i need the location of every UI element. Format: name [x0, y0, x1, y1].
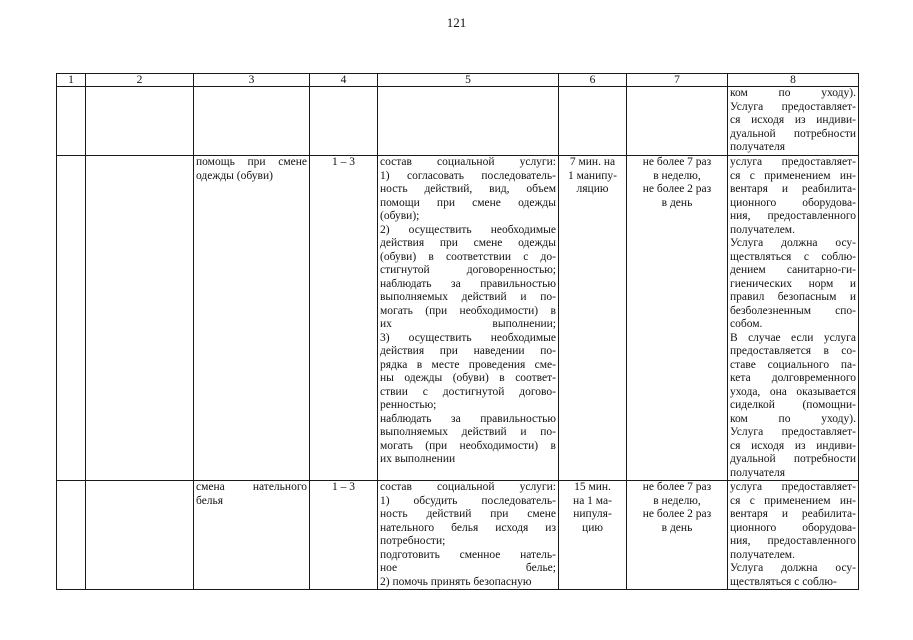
cell-text-line: ния, предоставленного — [730, 210, 856, 222]
cell-text-line: рядка в месте проведения сме- — [380, 358, 556, 371]
cell-text-line: получателем. — [730, 223, 795, 236]
cell-text-line: 1 – 3 — [332, 481, 355, 493]
cell-text-line: на 1 ма- — [573, 494, 612, 507]
cell-text-line: не более 2 раз — [642, 508, 712, 520]
periodicity-cell — [627, 156, 728, 481]
cell-text-line: 1 – 3 — [332, 156, 355, 168]
service-content-cell — [378, 87, 559, 156]
cell-text-line: получателя — [730, 141, 785, 153]
cell-text-line: ся исходя из индиви- — [730, 439, 856, 452]
cell-text-line: ния, предоставленного — [730, 535, 856, 547]
cell-text-line: действия при наведении по- — [380, 345, 556, 357]
cell-text-line: дуальной потребности — [730, 127, 856, 140]
service-content-cell — [378, 156, 559, 481]
conditions-cell — [728, 87, 859, 156]
duration-cell — [559, 156, 627, 481]
cell-text-line: ное белье; — [380, 562, 556, 574]
cell-text-line: дением санитарно-ги- — [730, 264, 856, 276]
cell-text-line: в день — [661, 521, 693, 534]
cell-text-line: (обуви); — [380, 210, 420, 222]
cell-text-line: не более 7 раз — [642, 156, 712, 168]
table-cell — [86, 481, 194, 590]
cell-text-line: одежды (обуви) — [196, 169, 273, 182]
cell-text-line: их выполнении; — [380, 318, 556, 330]
cell-text-line: ком по уходу). — [730, 87, 856, 99]
table-cell — [57, 156, 86, 481]
cell-text-line: ся с применением ин- — [730, 169, 856, 182]
services-table — [56, 73, 859, 590]
table-cell — [86, 87, 194, 156]
cell-text-line: ществляться с соблю- — [730, 250, 856, 263]
cell-text-line: получателем. — [730, 548, 795, 561]
cell-text-line: выполняемых действий и по- — [380, 426, 556, 438]
cell-text-line: Услуга должна осу- — [730, 237, 856, 249]
cell-text-line: ствии с достигнутой догово- — [380, 385, 556, 398]
cell-text-line: 7 мин. на — [569, 156, 616, 168]
cell-text-line: наблюдать за правильностью — [380, 277, 556, 290]
header-cell: 8 — [728, 74, 859, 87]
service-name-cell — [194, 481, 310, 590]
cell-text-line: гиенических норм и — [730, 277, 856, 290]
cell-text-line: нипуля- — [573, 508, 612, 520]
cell-text-line: 1) обсудить последователь- — [380, 494, 556, 507]
cell-text-line: ставе социального па- — [730, 358, 856, 371]
cell-text-line: состав социальной услуги: — [380, 481, 556, 493]
cell-text-line: подготовить сменное натель- — [380, 548, 556, 561]
cell-text-line: ществляться с соблю- — [730, 575, 837, 588]
cell-text-line: безболезненным спо- — [730, 304, 856, 317]
cell-text-line: помощь при смене — [196, 156, 307, 168]
cell-text-line: их выполнении — [380, 453, 456, 465]
table-cell — [86, 156, 194, 481]
service-name-cell — [194, 87, 310, 156]
header-cell: 3 — [194, 74, 310, 87]
cell-text-line: ность действий при смене — [380, 508, 556, 520]
cell-text-line: 2) осуществить необходимые — [380, 223, 556, 236]
cell-text-line: правил безопасным и — [730, 291, 856, 303]
cell-text-line: в день — [661, 196, 693, 209]
cell-text-line: ся исходя из индиви- — [730, 114, 856, 126]
cell-text-line: получателя — [730, 466, 785, 479]
cell-text-line: вентаря и реабилита- — [730, 508, 856, 520]
table-cell — [57, 481, 86, 590]
cell-text-line: вентаря и реабилита- — [730, 183, 856, 195]
cell-text-line: смена нательного — [196, 481, 307, 493]
cell-text-line: ся с применением ин- — [730, 494, 856, 507]
header-cell: 1 — [57, 74, 86, 87]
cell-text-line: В случае если услуга — [730, 331, 856, 344]
header-cell: 5 — [378, 74, 559, 87]
cell-text-line: предоставляется в со- — [730, 345, 856, 357]
duration-cell — [559, 481, 627, 590]
cell-text-line: ность действий, вид, объем — [380, 183, 556, 195]
cell-text-line: состав социальной услуги: — [380, 156, 556, 168]
conditions-cell — [728, 481, 859, 590]
cell-text-line: ухода, она оказывается — [730, 385, 856, 398]
cell-text-line: 2) помочь принять безопасную — [380, 575, 532, 588]
cell-text-line: Услуга предоставляет- — [730, 100, 856, 113]
cell-text-line: могать (при необходимости) в — [380, 304, 556, 317]
cell-text-line: нательного белья исходя из — [380, 521, 556, 534]
periodicity-cell — [627, 87, 728, 156]
cell-text-line: 1 манипу- — [568, 169, 617, 182]
cell-text-line: цию — [582, 521, 603, 534]
cell-text-line: выполняемых действий и по- — [380, 291, 556, 303]
cell-text-line: ны одежды (обуви) в соответ- — [380, 372, 556, 384]
table-header-row — [57, 74, 859, 87]
cell-text-line: ренностью; — [380, 399, 437, 411]
header-cell: 4 — [310, 74, 378, 87]
header-cell: 7 — [627, 74, 728, 87]
conditions-cell — [728, 156, 859, 481]
page-number: 121 — [446, 15, 467, 30]
header-cell: 2 — [86, 74, 194, 87]
cell-text-line: дуальной потребности — [730, 453, 856, 465]
table-row — [57, 156, 859, 481]
table-row — [57, 87, 859, 156]
table-cell — [57, 87, 86, 156]
cell-text-line: 3) осуществить необходимые — [380, 331, 556, 344]
cell-text-line: 1) согласовать последователь- — [380, 169, 556, 182]
cell-text-line: услуга предоставляет- — [730, 481, 856, 493]
cell-text-line: действия при смене одежды — [380, 237, 556, 249]
cell-text-line: (обуви) в соответствии с до- — [380, 250, 556, 263]
cell-text-line: наблюдать за правильностью — [380, 412, 556, 425]
cell-text-line: ляцию — [576, 183, 609, 195]
cell-text-line: потребности; — [380, 535, 446, 547]
cell-text-line: собом. — [730, 318, 763, 330]
cell-text-line: не более 7 раз — [642, 481, 712, 493]
header-cell: 6 — [559, 74, 627, 87]
cell-text-line: в неделю, — [653, 494, 701, 507]
table-row — [57, 481, 859, 590]
service-content-cell — [378, 481, 559, 590]
frequency-cell — [310, 156, 378, 481]
cell-text-line: не более 2 раз — [642, 183, 712, 195]
cell-text-line: белья — [196, 494, 224, 507]
cell-text-line: ком по уходу). — [730, 412, 856, 425]
cell-text-line: 15 мин. — [574, 481, 611, 493]
cell-text-line: кета долговременного — [730, 372, 856, 384]
cell-text-line: услуга предоставляет- — [730, 156, 856, 168]
cell-text-line: в неделю, — [653, 169, 701, 182]
cell-text-line: Услуга предоставляет- — [730, 426, 856, 438]
cell-text-line: ционного оборудова- — [730, 521, 856, 534]
periodicity-cell — [627, 481, 728, 590]
cell-text-line: сиделкой (помощни- — [730, 399, 856, 411]
duration-cell — [559, 87, 627, 156]
cell-text-line: стигнутой договоренностью; — [380, 264, 556, 276]
cell-text-line: ционного оборудова- — [730, 196, 856, 209]
service-name-cell — [194, 156, 310, 481]
cell-text-line: Услуга должна осу- — [730, 562, 856, 574]
frequency-cell — [310, 87, 378, 156]
cell-text-line: помощи при смене одежды — [380, 196, 556, 209]
cell-text-line: могать (при необходимости) в — [380, 439, 556, 452]
frequency-cell — [310, 481, 378, 590]
